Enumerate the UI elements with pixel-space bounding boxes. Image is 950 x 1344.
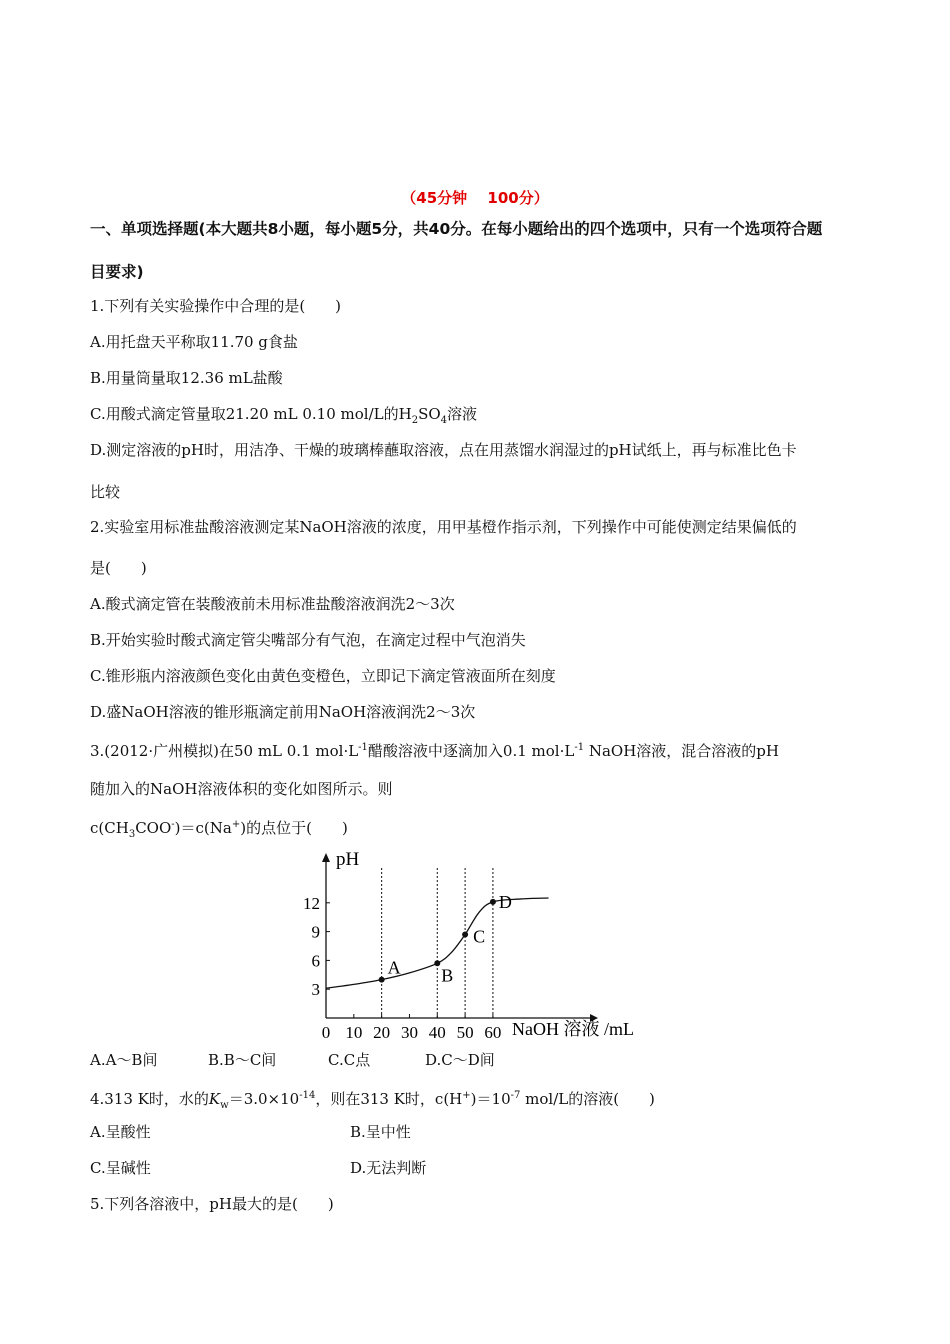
point-label-b: B bbox=[441, 965, 454, 986]
q3-option-d: D.C～D间 bbox=[425, 1051, 495, 1069]
point-b bbox=[434, 960, 440, 966]
x-tick-label: 50 bbox=[456, 1023, 474, 1040]
q3-option-c: C.C点 bbox=[328, 1051, 371, 1069]
q4-option-a: A.呈酸性 bbox=[90, 1123, 151, 1141]
q2-stem-line1: 2.实验室用标准盐酸溶液测定某NaOH溶液的浓度，用甲基橙作指示剂，下列操作中可能使测定结果偏低的 bbox=[90, 518, 797, 536]
q1-option-a: A.用托盘天平称取11.70 g食盐 bbox=[90, 333, 298, 351]
y-tick-label: 9 bbox=[311, 922, 320, 942]
q5-stem: 5.下列各溶液中，pH最大的是( ) bbox=[90, 1195, 334, 1213]
y-axis-arrow bbox=[322, 853, 330, 862]
q3-options bbox=[90, 1050, 495, 1070]
point-a bbox=[379, 977, 385, 983]
x-tick-label: 60 bbox=[484, 1023, 502, 1040]
x-tick-label: 30 bbox=[400, 1023, 418, 1040]
q1-option-b: B.用量筒量取12.36 mL盐酸 bbox=[90, 369, 283, 387]
q3-stem-line1: 3.(2012·广州模拟)在50 mL 0.1 $mol\cdot L^{-1}$醋酸溶液中逐滴加入0.1 $mol\cdot L^{-1}$ NaOH溶液，混合溶液的pH bbox=[90, 742, 779, 760]
q1-option-d-line2: 比较 bbox=[90, 483, 121, 501]
q4-option-d: D.无法判断 bbox=[350, 1159, 427, 1177]
x-tick-label: 40 bbox=[428, 1023, 446, 1040]
point-c bbox=[462, 931, 468, 937]
point-label-c: C bbox=[473, 926, 486, 947]
q3-stem-line3: $c(CH_3COO^-)=c(Na^+)$的点位于( ) bbox=[90, 819, 348, 840]
point-d bbox=[490, 899, 496, 905]
ph-titration-chart bbox=[300, 850, 660, 1040]
q4-stem: 4.313 K时，水的$K_w=3.0\times 10^{-14}$，则在313 K时，$c(H^+)=10^{-7}$ mol/L的溶液( ) bbox=[90, 1090, 655, 1111]
x-tick-label: 20 bbox=[373, 1023, 391, 1040]
q2-option-b: B.开始实验时酸式滴定管尖嘴部分有气泡，在滴定过程中气泡消失 bbox=[90, 631, 526, 649]
q1-stem: 1.下列有关实验操作中合理的是( ) bbox=[90, 297, 342, 315]
q4-options-row2 bbox=[90, 1158, 426, 1178]
x-axis-label: NaOH 溶液 /mL bbox=[512, 1019, 634, 1039]
point-label-d: D bbox=[498, 891, 512, 912]
q1-option-d-line1: D.测定溶液的pH时，用洁净、干燥的玻璃棒蘸取溶液，点在用蒸馏水润湿过的pH试纸上，再与标准比色卡 bbox=[90, 441, 797, 459]
q4-option-c: C.呈碱性 bbox=[90, 1159, 151, 1177]
q3-stem-line2: 随加入的NaOH溶液体积的变化如图所示。则 bbox=[90, 780, 393, 798]
section-title-line2: 目要求) bbox=[90, 263, 144, 281]
point-label-a: A bbox=[387, 957, 401, 978]
q2-stem-line2: 是( ) bbox=[90, 559, 147, 577]
q4-option-b: B.呈中性 bbox=[350, 1123, 411, 1141]
y-tick-label: 3 bbox=[311, 980, 320, 1000]
q3-option-a: A.A～B间 bbox=[90, 1051, 158, 1069]
y-tick-label: 6 bbox=[311, 951, 320, 971]
q2-option-a: A.酸式滴定管在装酸液前未用标准盐酸溶液润洗2～3次 bbox=[90, 595, 455, 613]
time-score-header: （45分钟 100分） bbox=[401, 189, 549, 207]
x-tick-label: 10 bbox=[345, 1023, 363, 1040]
x-tick-label: 0 bbox=[321, 1023, 331, 1040]
q1-option-c: C.用酸式滴定管量取21.20 mL 0.10 mol/L的$H_2SO_4$溶液 bbox=[90, 405, 478, 426]
q2-option-d: D.盛NaOH溶液的锥形瓶滴定前用NaOH溶液润洗2～3次 bbox=[90, 703, 476, 721]
section-title-line1: 一、单项选择题(本大题共8小题，每小题5分，共40分。在每小题给出的四个选项中，只有一个选项符合题 bbox=[90, 220, 823, 238]
q3-option-b: B.B～C间 bbox=[208, 1051, 277, 1069]
q2-option-c: C.锥形瓶内溶液颜色变化由黄色变橙色，立即记下滴定管液面所在刻度 bbox=[90, 667, 556, 685]
y-axis-label: pH bbox=[336, 850, 360, 870]
ph-curve bbox=[326, 898, 549, 988]
q4-options-row1 bbox=[90, 1122, 411, 1142]
y-tick-label: 12 bbox=[303, 893, 320, 913]
